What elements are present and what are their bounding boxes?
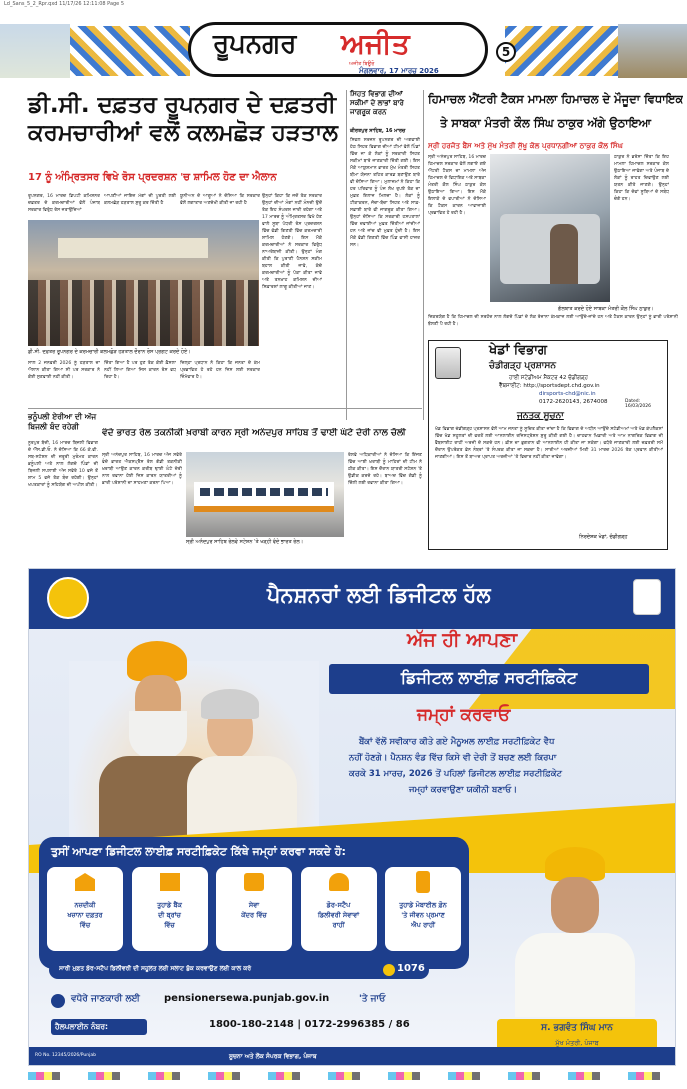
right-headline-line1: ਹਿਮਾਚਲ ਐਂਟਰੀ ਟੈਕਸ ਮਾਮਲਾ ਹਿਮਾਚਲ ਦੇ ਮੌਜੂਦਾ ਵਿਧਾਇਕ — [428, 92, 683, 106]
lead-photo-caption: ਡੀ.ਸੀ. ਦਫ਼ਤਰ ਰੂਪਨਗਰ ਦੇ ਕਰਮਚਾਰੀ ਕਲਮਛੋੜ ਹੜਤਾਲ ਦੌਰਾਨ ਰੋਸ ਪ੍ਰਗਟ ਕਰਦੇ ਹੋਏ। — [28, 349, 191, 355]
sports-notice-body: ਖੇਡ ਵਿਭਾਗ ਚੰਡੀਗੜ੍ਹ ਪ੍ਰਸ਼ਾਸਨ ਵੱਲੋਂ ਆਮ ਜਨਤਾ ਨੂੰ ਸੂਚਿਤ ਕੀਤਾ ਜਾਂਦਾ ਹੈ ਕਿ ਵਿਭਾਗ ਦੇ ਅਧੀਨ ਆਉਂਦੇ ਸਟੇਡੀਅਮਾਂ ਅਤੇ ਖੇਡ ਕੰਪਲੈਕਸਾਂ ਵਿੱਚ ਖੇਡ ਸਹੂਲਤਾਂ ਦੀ ਵਰਤੋਂ ਲਈ ਆਨਲਾਈਨ ਰਜਿਸਟ੍ਰੇਸ਼ਨ ਸ਼ੁਰੂ ਕੀਤੀ ਗਈ ਹੈ। ਚਾਹਵਾਨ ਖਿਡਾਰੀ ਅਤੇ ਆਮ ਨਾਗਰਿਕ ਵਿਭਾਗ ਦੀ ਵੈੱਬਸਾਈਟ ਰਾਹੀਂ ਅਰਜ਼ੀ ਦੇ ਸਕਦੇ ਹਨ। ਫ਼ੀਸ ਦਾ ਭੁਗਤਾਨ ਵੀ ਆਨਲਾਈਨ ਹੀ ਕੀਤਾ ਜਾ ਸਕੇਗਾ। ਵਧੇਰੇ ਜਾਣਕਾਰੀ ਲਈ ਦਫ਼ਤਰੀ ਸਮੇਂ ਦੌਰਾਨ ਉਪਰੋਕਤ ਫ਼ੋਨ ਨੰਬਰਾਂ 'ਤੇ ਸੰਪਰਕ ਕੀਤਾ ਜਾ ਸਕਦਾ ਹੈ। ਸਾਰੀਆਂ ਅਰਜ਼ੀਆਂ ਮਿਤੀ 31 ਮਾਰਚ 2026 ਤੱਕ ਪ੍ਰਵਾਨ ਕੀਤੀਆਂ ਜਾਣਗੀਆਂ। ਇਸ ਤੋਂ ਬਾਅਦ ਪ੍ਰਾਪਤ ਅਰਜ਼ੀਆਂ 'ਤੇ ਵਿਚਾਰ ਨਹੀਂ ਕੀਤਾ ਜਾਵੇਗਾ। — [435, 427, 663, 460]
right-photo-person — [550, 224, 578, 284]
ad-man-beard — [129, 711, 187, 761]
ad-option-treasury — [47, 867, 123, 951]
sports-website: ਵੈੱਬਸਾਈਟ: http://sportsdept.chd.gov.in — [499, 383, 600, 389]
ad-option-label: ਖਜ਼ਾਨਾ ਦਫ਼ਤਰ — [67, 911, 103, 919]
ad-cm-photo — [505, 847, 645, 1017]
right-column-1: ਸ੍ਰੀ ਅਨੰਦਪੁਰ ਸਾਹਿਬ, 16 ਮਾਰਚ ਹਿਮਾਚਲ ਸਰਕਾਰ ਵੱਲੋਂ ਲਗਾਏ ਗਏ ਐਂਟਰੀ ਟੈਕਸ ਦਾ ਮਾਮਲਾ ਅੱਜ ਹਿਮਾਚਲ ਦੇ ਵਿਧਾਇਕ ਅਤੇ ਸਾਬਕਾ ਮੰਤਰੀ ਕੌਲ ਸਿੰਘ ਠਾਕੁਰ ਕੋਲ ਉਠਾਇਆ ਗਿਆ। ਇਸ ਮੌਕੇ ਇਲਾਕੇ ਦੇ ਵਪਾਰੀਆਂ ਨੇ ਦੱਸਿਆ ਕਿ ਟੈਕਸ ਕਾਰਨ ਆਵਾਜਾਈ ਪ੍ਰਭਾਵਿਤ ਹੋ ਰਹੀ ਹੈ। — [428, 155, 486, 216]
sports-phone: 0172-2620143, 2674008 — [539, 399, 608, 405]
ad-issuer: ਸੂਚਨਾ ਅਤੇ ਲੋਕ ਸੰਪਰਕ ਵਿਭਾਗ, ਪੰਜਾਬ — [229, 1053, 317, 1060]
ad-option-label: ਸੇਵਾ — [248, 901, 260, 909]
lead-bottom-1: ਸਾਲ 2 ਜਨਵਰੀ 2026 ਨੂੰ ਹੜਤਾਲ ਦਾ ਐਲਾਨ ਕੀਤਾ ਗਿਆ ਸੀ ਪਰ ਸਰਕਾਰ ਨੇ ਕੋਈ ਸੁਣਵਾਈ ਨਹੀਂ ਕੀਤੀ। — [28, 361, 100, 380]
lead-photo-banner — [58, 238, 208, 258]
train-photo-caption: ਸ੍ਰੀ ਅਨੰਦਪੁਰ ਸਾਹਿਬ ਰੇਲਵੇ ਸਟੇਸ਼ਨ 'ਤੇ ਖੜ੍ਹੀ ਵੰਦੇ ਭਾਰਤ ਰੇਲ। — [186, 539, 304, 545]
ad-booking-strip — [49, 961, 429, 979]
ad-option-label: ਰਾਹੀਂ — [332, 921, 345, 929]
ad-booking-number: 1076 — [397, 963, 425, 974]
train-column-1: ਸ੍ਰੀ ਅਨੰਦਪੁਰ ਸਾਹਿਬ, 16 ਮਾਰਚ ਅੱਜ ਸਵੇਰੇ ਵੰਦੇ ਭਾਰਤ ਐਕਸਪ੍ਰੈੱਸ ਰੇਲ ਗੱਡੀ ਤਕਨੀਕੀ ਖ਼ਰਾਬੀ ਆਉਣ ਕਾਰਨ ਕਰੀਬ ਢਾਈ ਘੰਟੇ ਦੇਰੀ ਨਾਲ ਰਵਾਨਾ ਹੋਈ ਜਿਸ ਕਾਰਨ ਯਾਤਰੀਆਂ ਨੂੰ ਭਾਰੀ ਪਰੇਸ਼ਾਨੀ ਦਾ ਸਾਹਮਣਾ ਕਰਨਾ ਪਿਆ। — [102, 453, 182, 486]
masthead-paper: ਅਜੀਤ — [341, 27, 410, 60]
train-photo-coach — [194, 482, 334, 512]
print-meta: Ld_Sans_5_2_Rpr.qxd 11/17/26 12:11:08 Page 5 — [4, 1, 125, 7]
lead-bottom-3: ਜ਼ਿਲ੍ਹਾ ਪ੍ਰਧਾਨ ਨੇ ਕਿਹਾ ਕਿ ਜਨਤਾ ਦੇ ਕੰਮ ਪ੍ਰਭਾਵਿਤ ਹੋ ਰਹੇ ਹਨ ਜਿਸ ਲਈ ਸਰਕਾਰ ਜ਼ਿੰਮੇਵਾਰ ਹੈ। — [180, 361, 260, 380]
ad-option-label: ਡੋਰ-ਸਟੈਪ — [326, 901, 351, 909]
phone-call-icon — [383, 964, 395, 976]
ad-cm-name: ਸ. ਭਗਵੰਤ ਸਿੰਘ ਮਾਨ — [541, 1023, 613, 1033]
lead-column-2: ਆਪਣੀਆਂ ਜਾਇਜ਼ ਮੰਗਾਂ ਦੀ ਪੂਰਤੀ ਲਈ ਕਲਮਛੋੜ ਹੜਤਾਲ ਸ਼ੁਰੂ ਕਰ ਦਿੱਤੀ ਹੈ — [104, 194, 176, 206]
sports-address: ਹਾਈ ਸਟੇਡੀਅਮ ਸੈਕਟਰ 42 ਚੰਡੀਗੜ੍ਹ — [509, 375, 588, 381]
sports-signatory: ਨਿਰਦੇਸ਼ਕ ਖੇਡਾਂ, ਚੰਡੀਗੜ੍ਹ — [579, 534, 628, 540]
lead-column-1: ਰੂਪਨਗਰ, 16 ਮਾਰਚ ਡਿਪਟੀ ਕਮਿਸ਼ਨਰ ਦਫ਼ਤਰ ਦੇ ਕਰਮਚਾਰੀਆਂ ਵੱਲੋਂ ਪੰਜਾਬ ਸਰਕਾਰ ਵਿਰੁੱਧ ਰੋਸ ਜਤਾਉਂਦਿਆਂ — [28, 194, 100, 213]
lead-headline-line1: ਡੀ.ਸੀ. ਦਫ਼ਤਰ ਰੂਪਨਗਰ ਦੇ ਦਫ਼ਤਰੀ — [28, 92, 337, 118]
sports-emblem-icon — [435, 347, 461, 379]
divider-right — [423, 90, 424, 420]
sports-notice-title: ਜਨਤਕ ਸੂਚਨਾ — [517, 411, 564, 421]
train-photo-windows — [200, 488, 328, 496]
center-icon — [244, 873, 264, 891]
ad-option-bank — [132, 867, 208, 951]
ad-woman-hair — [201, 689, 259, 719]
page-number: 5 — [496, 42, 516, 62]
ad-helpline-numbers: 1800-180-2148 | 0172-2996385 / 86 — [209, 1019, 410, 1030]
ad-option-label: ਨਜ਼ਦੀਕੀ — [74, 901, 96, 909]
right-photo — [490, 154, 610, 302]
ad-where-title: ਤੁਸੀਂ ਆਪਣਾ ਡਿਜੀਟਲ ਲਾਈਫ਼ ਸਰਟੀਫ਼ਿਕੇਟ ਕਿੱਥੇ ਜਮ੍ਹਾਂ ਕਰਵਾ ਸਕਦੇ ਹੋ: — [51, 845, 346, 858]
right-subhead: ਸ੍ਰੀ ਹਰਜੋਤ ਬੈਂਸ ਅਤੇ ਮੁੱਖ ਮੰਤਰੀ ਸੁੱਖੂ ਕੋਲ ਪ੍ਰਧਾਨਗੀਆਂ ਠਾਕੁਰ ਕੌਲ ਸਿੰਘ — [428, 141, 624, 150]
divider-train-top — [28, 408, 422, 409]
ad-info-site: pensionersewa.punjab.gov.in — [164, 993, 330, 1004]
ad-body1: ਬੈਂਕਾਂ ਵੱਲੋਂ ਸਵੀਕਾਰ ਕੀਤੇ ਗਏ ਮੈਨੂਅਲ ਲਾਈਫ਼ ਸਰਟੀਫ਼ਿਕੇਟ ਵੈਧ — [359, 737, 555, 747]
pension-ad — [28, 568, 676, 1066]
ad-option-label: ਵਿੱਚ — [164, 921, 175, 929]
ad-option-seva — [216, 867, 292, 951]
building-icon — [160, 873, 180, 891]
ad-options-row — [47, 867, 461, 951]
ad-line1: ਅੱਜ ਹੀ ਆਪਣਾ — [407, 629, 518, 651]
left-brief-text: ਨੂਰਪੁਰ ਬੇਦੀ, 16 ਮਾਰਚ ਬਿਜਲੀ ਵਿਭਾਗ ਦੇ ਐੱਸ.ਡੀ.ਓ. ਨੇ ਦੱਸਿਆ ਕਿ 66 ਕੇ.ਵੀ. ਸਬ-ਸਟੇਸ਼ਨ ਦੀ ਜ਼ਰੂਰੀ ਮੁਰੰਮਤ ਕਾਰਨ ਭਨੂੰਪਲੀ ਅਤੇ ਨਾਲ ਲੱਗਦੇ ਪਿੰਡਾਂ ਦੀ ਬਿਜਲੀ ਸਪਲਾਈ ਅੱਜ ਸਵੇਰੇ 10 ਵਜੇ ਤੋਂ ਸ਼ਾਮ 5 ਵਜੇ ਤੱਕ ਬੰਦ ਰਹੇਗੀ। ਉਨ੍ਹਾਂ ਖਪਤਕਾਰਾਂ ਨੂੰ ਸਹਿਯੋਗ ਦੀ ਅਪੀਲ ਕੀਤੀ। — [28, 441, 98, 488]
ad-footer-bar — [29, 1047, 676, 1066]
right-headline-line2: ਤੇ ਸਾਬਕਾ ਮੰਤਰੀ ਕੌਲ ਸਿੰਘ ਠਾਕੁਰ ਅੱਗੇ ਉਠਾਇਆ — [440, 116, 652, 130]
ad-helpline-label: ਹੈਲਪਲਾਈਨ ਨੰਬਰ: — [55, 1022, 109, 1031]
divider-middle — [346, 90, 347, 420]
ad-cm-title: ਮੁੱਖ ਮੰਤਰੀ, ਪੰਜਾਬ — [555, 1039, 599, 1047]
ad-option-label: ਕੇਂਦਰ ਵਿੱਚ — [241, 911, 267, 919]
right-column-2: ਠਾਕੁਰ ਨੇ ਭਰੋਸਾ ਦਿੱਤਾ ਕਿ ਇਹ ਮਾਮਲਾ ਹਿਮਾਚਲ ਸਰਕਾਰ ਕੋਲ ਉਠਾਇਆ ਜਾਵੇਗਾ ਅਤੇ ਪੰਜਾਬ ਦੇ ਲੋਕਾਂ ਨੂੰ ਰਾਹਤ ਦਿਵਾਉਣ ਲਈ ਯਤਨ ਕੀਤੇ ਜਾਣਗੇ। ਉਨ੍ਹਾਂ ਕਿਹਾ ਕਿ ਦੋਵਾਂ ਸੂਬਿਆਂ ਦੇ ਸਬੰਧ ਚੰਗੇ ਹਨ। — [614, 155, 669, 202]
masthead-right-photo — [618, 24, 687, 78]
ad-cm-turban — [545, 847, 605, 881]
ad-banner-title: ਪੈਨਸ਼ਨਰਾਂ ਲਈ ਡਿਜੀਟਲ ਹੱਲ — [267, 583, 491, 607]
ad-emblem-left-icon — [47, 577, 89, 619]
ad-line2: ਡਿਜੀਟਲ ਲਾਈਫ਼ ਸਰਟੀਫ਼ਿਕੇਟ — [400, 668, 578, 687]
masthead-date: ਮੰਗਲਵਾਰ, 17 ਮਾਰਚ 2026 — [359, 67, 439, 75]
print-color-strip — [28, 1072, 668, 1080]
ad-where-box — [39, 837, 469, 969]
lead-photo-crowd — [28, 280, 259, 346]
ad-booking-text: ਸਾਰੀ ਮੁਫ਼ਤ ਡੋਰ-ਸਟੈਪ ਡਿਲੀਵਰੀ ਦੀ ਸਹੂਲਤ ਲਈ ਸਲਾਟ ਬੁੱਕ ਕਰਵਾਉਣ ਲਈ ਕਾਲ ਕਰੋ — [59, 965, 252, 972]
masthead-title-box — [188, 22, 488, 77]
masthead — [0, 14, 687, 84]
ad-body2: ਨਹੀਂ ਹੋਣਗੇ। ਪੈਨਸ਼ਨ ਵੰਡ ਵਿੱਚ ਕਿਸੇ ਵੀ ਦੇਰੀ ਤੋਂ ਬਚਣ ਲਈ ਕਿਰਪਾ — [349, 753, 557, 763]
sports-title: ਖੇਡਾਂ ਵਿਭਾਗ — [489, 343, 547, 358]
ad-option-label: ਡਿਲੀਵਰੀ ਸੇਵਾਵਾਂ — [317, 911, 360, 919]
lead-bottom-2: ਦਿੱਤਾ ਗਿਆ ਹੈ ਪਰ ਹੁਣ ਤੱਕ ਕੋਈ ਫ਼ੈਸਲਾ ਨਹੀਂ ਲਿਆ ਗਿਆ ਜਿਸ ਕਾਰਨ ਰੋਸ ਵਧ ਰਿਹਾ ਹੈ। — [104, 361, 176, 380]
ad-emblem-right-icon — [633, 579, 661, 615]
ad-body3: ਕਰਕੇ 31 ਮਾਰਚ, 2026 ਤੋਂ ਪਹਿਲਾਂ ਡਿਜੀਟਲ ਲਾਈਫ਼ ਸਰਟੀਫ਼ਿਕੇਟ — [349, 769, 563, 779]
sports-email: dirsports-chd@nic.in — [539, 391, 596, 397]
masthead-left-photo — [0, 24, 70, 78]
train-photo — [186, 452, 344, 537]
left-brief-headline: ਭਨੂੰਪਲੀ ਏਰੀਆ ਦੀ ਅੱਜ ਬਿਜਲੀ ਬੰਦ ਰਹੇਗੀ — [28, 412, 97, 431]
right-photo-caption: ਗੱਲਬਾਤ ਕਰਦੇ ਹੋਏ ਸਾਬਕਾ ਮੰਤਰੀ ਕੌਲ ਸਿੰਘ ਠਾਕੁਰ। — [558, 306, 654, 312]
phone-icon — [416, 871, 430, 893]
ad-option-label: 'ਤੇ ਜੀਵਨ ਪ੍ਰਮਾਣ — [401, 911, 445, 919]
ad-helpline-label-box — [51, 1019, 147, 1035]
ad-option-label: ਤੁਹਾਡੇ ਬੈਂਕ — [157, 901, 182, 909]
lead-column-4: ਉਨ੍ਹਾਂ ਕਿਹਾ ਕਿ ਜਦੋਂ ਤੱਕ ਸਰਕਾਰ ਉਨ੍ਹਾਂ ਦੀਆਂ ਮੰਗਾਂ ਨਹੀਂ ਮੰਨਦੀ ਉਦੋਂ ਤੱਕ ਇਹ ਸੰਘਰਸ਼ ਜਾਰੀ ਰਹੇਗਾ ਅਤੇ 17 ਮਾਰਚ ਨੂੰ ਅੰਮ੍ਰਿਤਸਰ ਵਿਖੇ ਹੋਣ ਵਾਲੇ ਸੂਬਾ ਪੱਧਰੀ ਰੋਸ ਪ੍ਰਦਰਸ਼ਨ ਵਿੱਚ ਵੱਡੀ ਗਿਣਤੀ ਵਿੱਚ ਕਰਮਚਾਰੀ ਸ਼ਾਮਿਲ ਹੋਣਗੇ। ਇਸ ਮੌਕੇ ਕਰਮਚਾਰੀਆਂ ਨੇ ਸਰਕਾਰ ਵਿਰੁੱਧ ਨਾਅਰੇਬਾਜ਼ੀ ਕੀਤੀ। ਉਨ੍ਹਾਂ ਮੰਗ ਕੀਤੀ ਕਿ ਪੁਰਾਣੀ ਪੈਨਸ਼ਨ ਸਕੀਮ ਬਹਾਲ ਕੀਤੀ ਜਾਵੇ, ਕੱਚੇ ਕਰਮਚਾਰੀਆਂ ਨੂੰ ਪੱਕਾ ਕੀਤਾ ਜਾਵੇ ਅਤੇ ਤਨਖ਼ਾਹ ਕਮਿਸ਼ਨ ਦੀਆਂ ਸਿਫ਼ਾਰਸ਼ਾਂ ਲਾਗੂ ਕੀਤੀਆਂ ਜਾਣ। — [262, 194, 322, 290]
ad-cm-body — [515, 933, 635, 1017]
middle-byline: ਕੀਰਤਪੁਰ ਸਾਹਿਬ, 16 ਮਾਰਚ — [350, 128, 406, 134]
globe-icon — [51, 994, 65, 1008]
masthead-right-pattern — [505, 26, 620, 76]
masthead-city: ਰੂਪਨਗਰ — [213, 29, 297, 59]
ad-cm-face — [551, 877, 599, 933]
train-headline: ਵੰਦੇ ਭਾਰਤ ਰੇਲ ਤਕਨੀਕੀ ਖ਼ਰਾਬੀ ਕਾਰਨ ਸ੍ਰੀ ਅਨੰਦਪੁਰ ਸਾਹਿਬ ਤੋਂ ਢਾਈ ਘੰਟੇ ਦੇਰੀ ਨਾਲ ਚੱਲੀ — [102, 428, 406, 438]
ad-ro-number: RO No. 12345/2026/Punjab — [35, 1053, 97, 1058]
right-bottom-text: ਜ਼ਿਕਰਯੋਗ ਹੈ ਕਿ ਹਿਮਾਚਲ ਦੀ ਸਰਹੱਦ ਨਾਲ ਲੱਗਦੇ ਪਿੰਡਾਂ ਦੇ ਲੋਕ ਰੋਜ਼ਾਨਾ ਕੰਮਕਾਜ ਲਈ ਆਉਂਦੇ-ਜਾਂਦੇ ਹਨ ਅਤੇ ਟੈਕਸ ਕਾਰਨ ਉਨ੍ਹਾਂ ਨੂੰ ਭਾਰੀ ਪਰੇਸ਼ਾਨੀ ਝੱਲਣੀ ਪੈ ਰਹੀ ਹੈ। — [428, 315, 678, 327]
ad-option-label: ਤੁਹਾਡੇ ਮੋਬਾਈਲ ਫ਼ੋਨ — [399, 901, 447, 909]
bank-icon — [75, 873, 95, 891]
masthead-tagline: ਅਜੀਤ ਬਿਊਰੋ — [349, 61, 375, 67]
lead-column-5 — [326, 193, 344, 403]
ad-option-label: ਦੀ ਬ੍ਰਾਂਚ — [158, 911, 181, 919]
ad-option-label: ਵਿੱਚ — [79, 921, 91, 929]
ad-info-suffix: 'ਤੇ ਜਾਓ — [359, 994, 386, 1004]
middle-headline: ਸਿਹਤ ਵਿਭਾਗ ਦੀਆਂ ਸਕੀਮਾਂ ਦੇ ਲਾਭਾਂ ਬਾਰੇ ਜਾਗਰੂਕ ਕਰਨ — [350, 90, 404, 116]
middle-column: ਸਿਵਲ ਸਰਜਨ ਰੂਪਨਗਰ ਦੀ ਅਗਵਾਈ ਹੇਠ ਸਿਹਤ ਵਿਭਾਗ ਦੀਆਂ ਟੀਮਾਂ ਵੱਲੋਂ ਪਿੰਡਾਂ ਵਿੱਚ ਜਾ ਕੇ ਲੋਕਾਂ ਨੂੰ ਸਰਕਾਰੀ ਸਿਹਤ ਸਕੀਮਾਂ ਬਾਰੇ ਜਾਣਕਾਰੀ ਦਿੱਤੀ ਗਈ। ਇਸ ਮੌਕੇ ਆਯੁਸ਼ਮਾਨ ਭਾਰਤ ਮੁੱਖ ਮੰਤਰੀ ਸਿਹਤ ਬੀਮਾ ਯੋਜਨਾ ਤਹਿਤ ਕਾਰਡ ਬਣਾਉਣ ਬਾਰੇ ਵੀ ਦੱਸਿਆ ਗਿਆ। ਮੁਲਾਜ਼ਮਾਂ ਨੇ ਕਿਹਾ ਕਿ ਹਰ ਪਰਿਵਾਰ ਨੂੰ ਪੰਜ ਲੱਖ ਰੁਪਏ ਤੱਕ ਦਾ ਮੁਫ਼ਤ ਇਲਾਜ ਮਿਲਦਾ ਹੈ। ਲੋਕਾਂ ਨੂੰ ਟੀਕਾਕਰਨ, ਜੱਚਾ-ਬੱਚਾ ਸਿਹਤ ਅਤੇ ਸਾਫ਼-ਸਫ਼ਾਈ ਬਾਰੇ ਵੀ ਜਾਗਰੂਕ ਕੀਤਾ ਗਿਆ। ਉਨ੍ਹਾਂ ਦੱਸਿਆ ਕਿ ਸਰਕਾਰੀ ਹਸਪਤਾਲਾਂ ਵਿੱਚ ਦਵਾਈਆਂ ਮੁਫ਼ਤ ਦਿੱਤੀਆਂ ਜਾਂਦੀਆਂ ਹਨ ਅਤੇ ਜਾਂਚ ਵੀ ਮੁਫ਼ਤ ਹੁੰਦੀ ਹੈ। ਇਸ ਮੌਕੇ ਵੱਡੀ ਗਿਣਤੀ ਵਿੱਚ ਪਿੰਡ ਵਾਸੀ ਹਾਜ਼ਰ ਸਨ। — [350, 138, 420, 248]
ad-option-doorstep — [301, 867, 377, 951]
ad-body4: ਜਮ੍ਹਾਂ ਕਰਵਾਉਣਾ ਯਕੀਨੀ ਬਣਾਓ। — [409, 785, 518, 795]
doorstep-icon — [329, 873, 349, 891]
lead-photo — [28, 220, 259, 346]
lead-headline-line2: ਕਰਮਚਾਰੀਆਂ ਵਲੋਂ ਕਲਮਛੋੜ ਹੜਤਾਲ — [28, 120, 338, 146]
ad-info-text: ਵਧੇਰੇ ਜਾਣਕਾਰੀ ਲਈ — [71, 994, 140, 1004]
lead-subhead: 17 ਨੂੰ ਅੰਮ੍ਰਿਤਸਰ ਵਿਖੇ ਰੋਸ ਪ੍ਰਦਰਸ਼ਨ 'ਚ ਸ਼ਾਮਿਲ ਹੋਣ ਦਾ ਐਲਾਨ — [28, 172, 277, 183]
ad-line3: ਜਮ੍ਹਾਂ ਕਰਵਾਓ — [417, 705, 511, 725]
ad-option-label: ਐਪ ਰਾਹੀਂ — [411, 921, 435, 929]
ad-option-app — [385, 867, 461, 951]
sports-ad — [428, 340, 668, 550]
lead-column-3: ਯੂਨੀਅਨ ਦੇ ਆਗੂਆਂ ਨੇ ਦੱਸਿਆ ਕਿ ਸਰਕਾਰ ਵੱਲੋਂ ਲਗਾਤਾਰ ਅਣਦੇਖੀ ਕੀਤੀ ਜਾ ਰਹੀ ਹੈ — [180, 194, 260, 206]
sports-subtitle: ਚੰਡੀਗੜ੍ਹ ਪ੍ਰਸ਼ਾਸਨ — [489, 361, 556, 371]
sports-dated: Dated: 16/03/2026 — [625, 399, 651, 409]
train-column-2: ਰੇਲਵੇ ਅਧਿਕਾਰੀਆਂ ਨੇ ਦੱਸਿਆ ਕਿ ਇੰਜਣ ਵਿੱਚ ਆਈ ਖ਼ਰਾਬੀ ਨੂੰ ਮਾਹਿਰਾਂ ਦੀ ਟੀਮ ਨੇ ਠੀਕ ਕੀਤਾ। ਇਸ ਦੌਰਾਨ ਯਾਤਰੀ ਸਟੇਸ਼ਨ 'ਤੇ ਉਡੀਕ ਕਰਦੇ ਰਹੇ। ਬਾਅਦ ਵਿੱਚ ਗੱਡੀ ਨੂੰ ਦਿੱਲੀ ਲਈ ਰਵਾਨਾ ਕੀਤਾ ਗਿਆ। — [348, 453, 422, 486]
ad-line2-box — [329, 664, 649, 694]
